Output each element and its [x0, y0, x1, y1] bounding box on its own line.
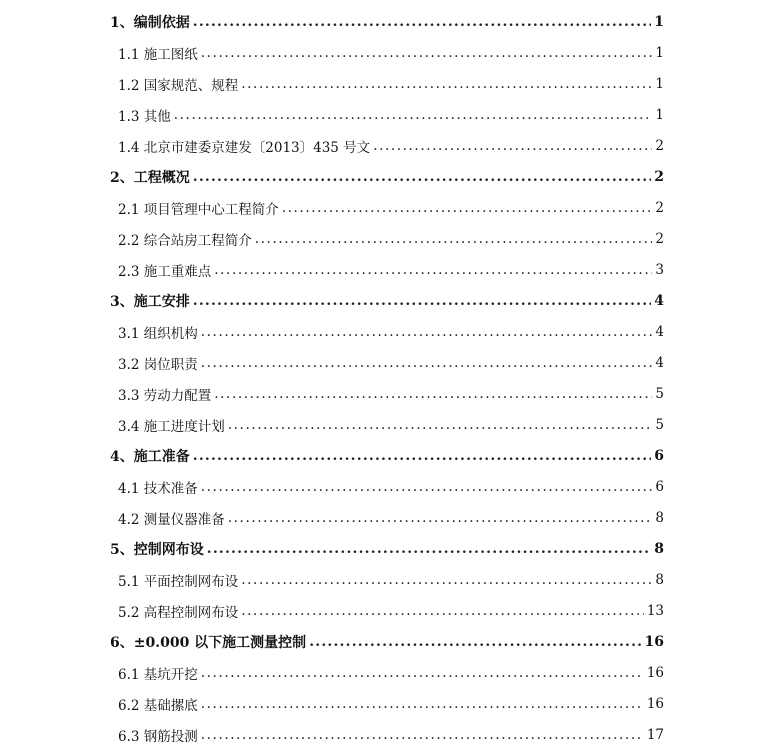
toc-entry-4-1[interactable] [0, 471, 778, 502]
toc-entry-6-3[interactable] [0, 719, 778, 750]
dot-leader [241, 572, 652, 588]
toc-entry-2-3[interactable] [0, 254, 778, 285]
toc-entry-title: 2.3 施工重难点 [118, 263, 212, 280]
toc-entry-5[interactable] [0, 533, 778, 564]
table-of-contents [0, 6, 778, 750]
toc-entry-page: 8 [655, 509, 664, 526]
toc-entry-1-3[interactable] [0, 99, 778, 130]
toc-entry-title: 1.3 其他 [118, 108, 171, 125]
toc-entry-4[interactable] [0, 440, 778, 471]
toc-entry-page: 5 [655, 416, 664, 433]
dot-leader [193, 293, 652, 309]
dot-leader [193, 448, 652, 464]
toc-entry-title: 1.2 国家规范、规程 [118, 77, 239, 94]
toc-entry-title: 4.1 技术准备 [118, 480, 198, 497]
toc-entry-title: 5.2 高程控制网布设 [118, 604, 239, 621]
toc-entry-5-2[interactable] [0, 595, 778, 626]
toc-entry-title: 1.4 北京市建委京建发〔2013〕435 号文 [118, 139, 371, 156]
toc-entry-2-1[interactable] [0, 192, 778, 223]
toc-entry-1-4[interactable] [0, 130, 778, 161]
dot-leader [207, 541, 652, 557]
dot-leader [373, 138, 652, 154]
dot-leader [201, 727, 644, 743]
toc-entry-page: 13 [646, 602, 664, 619]
toc-entry-2-2[interactable] [0, 223, 778, 254]
toc-entry-title: 6.3 钢筋投测 [118, 728, 198, 745]
toc-entry-page: 1 [655, 75, 664, 92]
toc-entry-title: 2、工程概况 [110, 169, 190, 186]
toc-entry-title: 3.3 劳动力配置 [118, 387, 212, 404]
toc-entry-title: 6.2 基础摞底 [118, 697, 198, 714]
toc-entry-title: 5.1 平面控制网布设 [118, 573, 239, 590]
toc-entry-title: 3.1 组织机构 [118, 325, 198, 342]
toc-entry-page: 2 [654, 168, 664, 185]
toc-entry-3-3[interactable] [0, 378, 778, 409]
toc-entry-1[interactable] [0, 6, 778, 37]
toc-entry-title: 1.1 施工图纸 [118, 46, 198, 63]
toc-entry-4-2[interactable] [0, 502, 778, 533]
toc-entry-title: 6、±0.000 以下施工测量控制 [110, 634, 307, 651]
toc-entry-page: 4 [655, 354, 664, 371]
dot-leader [255, 231, 653, 247]
dot-leader [193, 14, 652, 30]
dot-leader [214, 386, 652, 402]
toc-entry-1-2[interactable] [0, 68, 778, 99]
toc-entry-1-1[interactable] [0, 37, 778, 68]
dot-leader [201, 45, 653, 61]
dot-leader [241, 603, 644, 619]
dot-leader [201, 355, 653, 371]
toc-entry-page: 2 [655, 199, 664, 216]
toc-entry-title: 2.1 项目管理中心工程简介 [118, 201, 279, 218]
toc-entry-title: 3.2 岗位职责 [118, 356, 198, 373]
dot-leader [309, 634, 641, 650]
dot-leader [282, 200, 653, 216]
toc-entry-5-1[interactable] [0, 564, 778, 595]
toc-entry-page: 2 [655, 137, 664, 154]
dot-leader [174, 107, 653, 123]
dot-leader [228, 510, 653, 526]
toc-entry-title: 5、控制网布设 [110, 541, 204, 558]
toc-entry-3[interactable] [0, 285, 778, 316]
toc-entry-page: 8 [655, 571, 664, 588]
dot-leader [201, 479, 653, 495]
toc-entry-title: 4、施工准备 [110, 448, 190, 465]
dot-leader [214, 262, 652, 278]
toc-entry-page: 3 [655, 261, 664, 278]
toc-entry-page: 2 [655, 230, 664, 247]
toc-entry-6-1[interactable] [0, 657, 778, 688]
toc-entry-page: 4 [654, 292, 664, 309]
toc-entry-3-4[interactable] [0, 409, 778, 440]
toc-entry-page: 16 [644, 633, 664, 650]
toc-entry-page: 1 [655, 106, 664, 123]
dot-leader [201, 665, 644, 681]
toc-entry-page: 1 [654, 13, 664, 30]
dot-leader [228, 417, 653, 433]
toc-entry-page: 16 [646, 695, 664, 712]
toc-entry-title: 6.1 基坑开挖 [118, 666, 198, 683]
toc-entry-page: 6 [654, 447, 664, 464]
toc-entry-page: 8 [654, 540, 664, 557]
toc-entry-title: 2.2 综合站房工程简介 [118, 232, 252, 249]
dot-leader [241, 76, 652, 92]
toc-entry-6[interactable] [0, 626, 778, 657]
toc-entry-6-2[interactable] [0, 688, 778, 719]
toc-entry-page: 17 [646, 726, 664, 743]
toc-entry-page: 16 [646, 664, 664, 681]
toc-entry-title: 3.4 施工进度计划 [118, 418, 225, 435]
toc-entry-title: 4.2 测量仪器准备 [118, 511, 225, 528]
toc-entry-3-2[interactable] [0, 347, 778, 378]
toc-entry-2[interactable] [0, 161, 778, 192]
dot-leader [201, 324, 653, 340]
toc-entry-3-1[interactable] [0, 316, 778, 347]
toc-entry-page: 1 [655, 44, 664, 61]
toc-entry-title: 3、施工安排 [110, 293, 190, 310]
dot-leader [201, 696, 644, 712]
toc-entry-page: 4 [655, 323, 664, 340]
toc-entry-page: 5 [655, 385, 664, 402]
toc-entry-title: 1、编制依据 [110, 14, 190, 31]
dot-leader [193, 169, 652, 185]
toc-entry-page: 6 [655, 478, 664, 495]
